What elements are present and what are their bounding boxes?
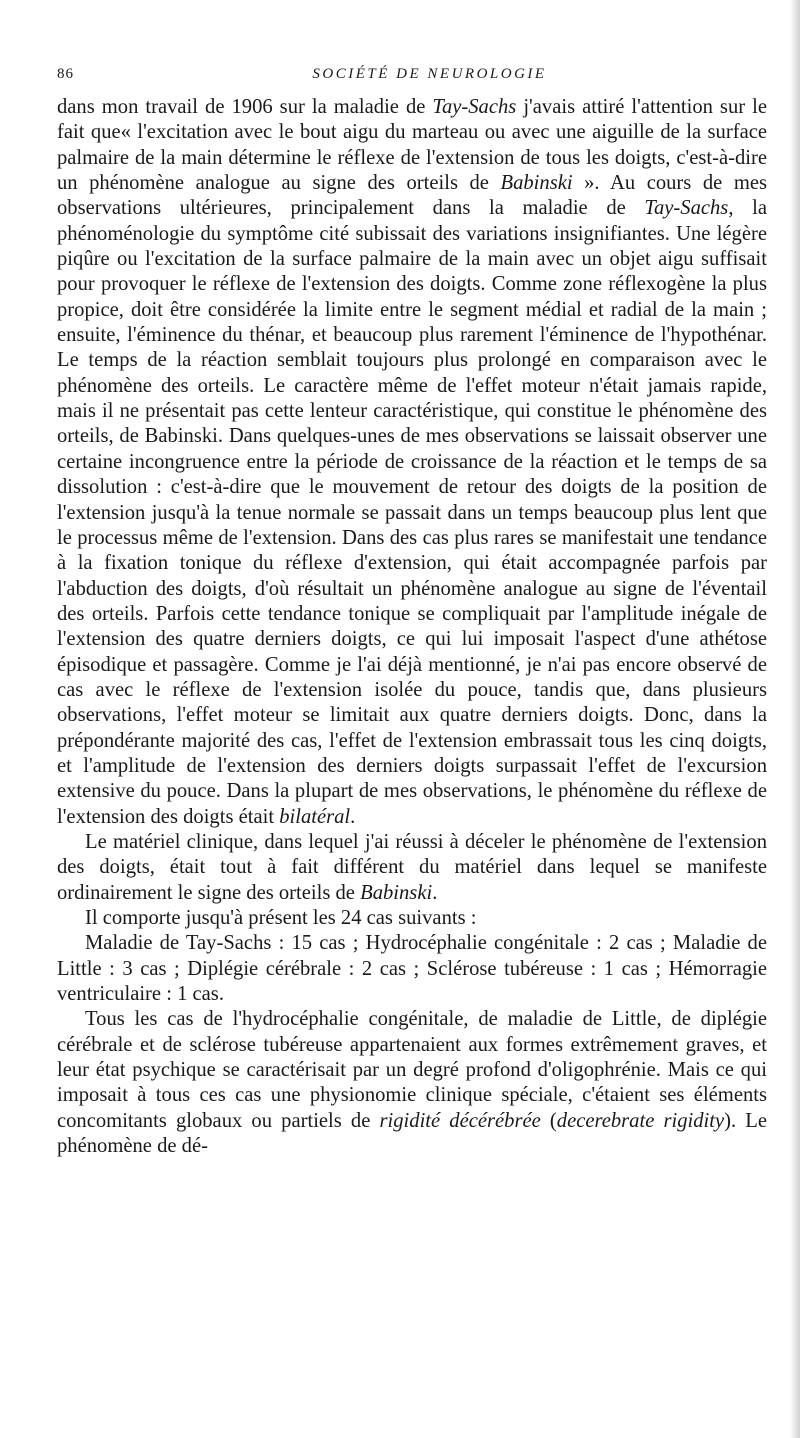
italic-text-run: Tay-Sachs [644,197,729,220]
text-run: Le matériel clinique, dans lequel j'ai réussi à déceler le phénomène de l'extension des doigts, était tout à fait différent du matériel dans lequel se manifeste ordinairement le signe des orteils de [57,830,767,904]
text-run: ). Le phénomène de dé- [57,1109,767,1158]
italic-text-run: Babinski [360,881,433,904]
paragraph [57,95,767,830]
text-run: Il comporte jusqu'à présent les 24 cas suivants : [85,907,477,929]
paragraph [57,1007,767,1159]
italic-text-run: decerebrate rigidity [556,1109,725,1132]
text-run: , la phénoménologie du symptôme cité subissait des variations insignifiantes. Une légère piqûre ou l'excitation de la surface palmaire de la main avec un objet aigu suffisait pour provoquer le réflexe de l'extension des doigts. Comme zone réflexogène la plus propice, doit être considérée la limite entre le segment médial et radial de la main ; ensuite, l'éminence du thénar, et beaucoup plus rarement l'éminence de l'hypothénar. Le temps de la réaction semblait toujours plus prolongé en comparaison avec le phénomène des orteils. Le caractère même de l'effet moteur n'était jamais rapide, mais il ne présentait pas cette lenteur caractéristique, qui constitue le phénomène des orteils, de Babinski. Dans quelques-unes de mes observations se laissait observer une certaine incongruence entre la période de croissance de la réaction et le temps de sa dissolution : c'est-à-dire que le mouvement de retour des doigts de la position de l'extension jusqu'à la tenue normale se passait dans un temps beaucoup plus lent que le processus même de l'extension. Dans des cas plus rares se manifestait une tendance à la fixation tonique du réflexe d'extension, qui était accompagnée parfois par l'abduction des doigts, d'où résultait un phénomène analogue au signe de l'éventail des orteils. Parfois cette tendance tonique se compliquait par l'amplitude inégale de l'extension des quatre derniers doigts, ce qui lui imposait l'aspect d'une athétose épisodique et passagère. Comme je l'ai déjà mentionné, je n'ai pas encore observé de cas avec le réflexe de l'extension isolée du pouce, tandis que, dans plusieurs observations, l'effet moteur se limitait aux quatre derniers doigts. Donc, dans la prépondérante majorité des cas, l'effet de l'extension embrassait tous les cinq doigts, et l'amplitude de l'extension des derniers doigts surpassait l'effet de l'excursion extensive du pouce. Dans la plupart de mes observations, le phénomène du réflexe de l'extension des doigts était [57,197,767,828]
text-run: Maladie de Tay-Sachs : 15 cas ; Hydrocéphalie congénitale : 2 cas ; Maladie de Little : 3 cas ; Diplégie cérébrale : 2 cas ; Sclérose tubéreuse : 1 cas ; Hémorragie ventriculaire : 1 cas. [57,932,767,1006]
text-run: Tous les cas de l'hydrocéphalie congénitale, de maladie de Little, de diplégie cérébrale et de sclérose tubéreuse appartenaient aux formes extrêmement graves, et leur état psychique se caractérisait par un degré profond d'oligophrénie. Mais ce qui imposait à tous ces cas une physionomie clinique spéciale, c'étaient ses éléments concomitants globaux ou partiels de [57,1008,767,1132]
text-run: . [350,805,356,828]
text-run: j'avais attiré l'attention sur le fait que« l'excitation avec le bout aigu du marteau ou avec une aiguille de la surface palmaire de la main détermine le réflexe de l'extension de tous les doigts, c'est-à-dire un phénomène analogue au signe des orteils de [57,96,767,195]
text-run: ». Au cours de mes observations ultérieures, principalement dans la maladie de [57,172,768,220]
italic-text-run: bilatéral [279,805,351,828]
text-run: dans mon travail de 1906 sur la maladie de [57,96,433,118]
paragraph [57,931,767,1007]
page-number: 86 [57,66,74,82]
italic-text-run: Babinski [500,172,573,195]
italic-text-run: rigidité décérébrée [379,1109,541,1132]
body-text [57,95,767,1159]
journal-title: SOCIÉTÉ DE NEUROLOGIE [312,66,547,82]
text-run: ( [540,1109,557,1132]
paragraph [57,906,767,931]
paragraph [57,830,767,906]
italic-text-run: Tay-Sachs [432,96,517,118]
text-run: . [432,881,438,904]
page-edge-shadow [790,0,800,1438]
running-header [57,66,767,88]
